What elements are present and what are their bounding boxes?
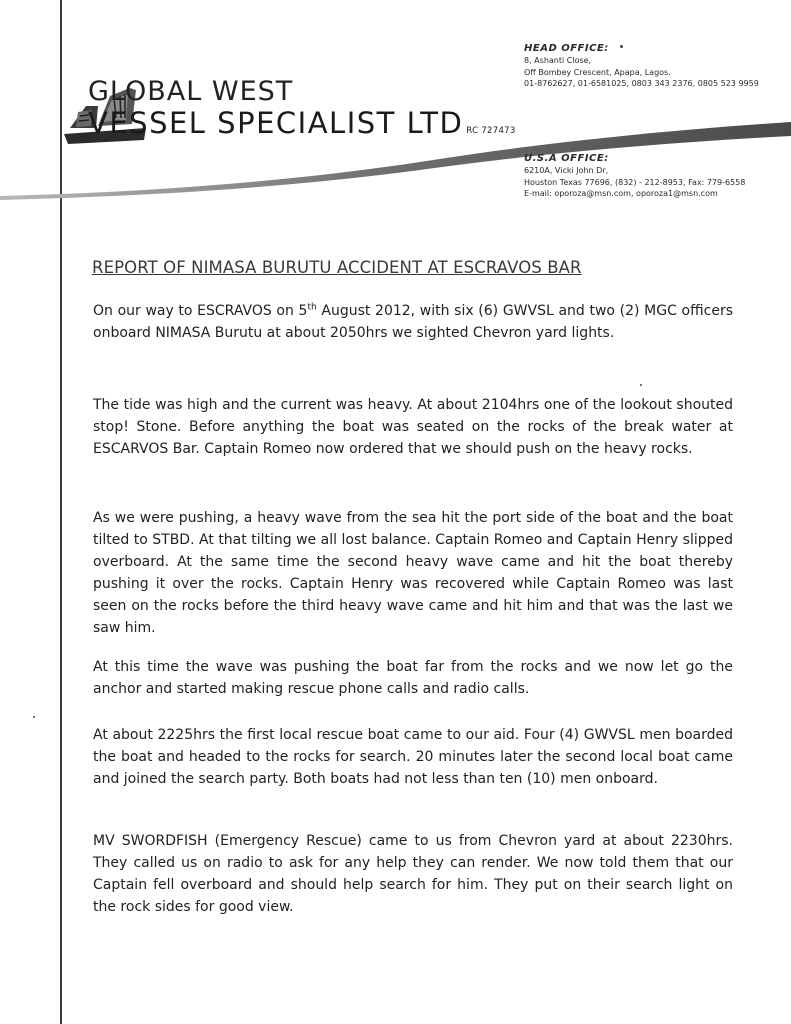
rc-number: RC 727473 <box>466 126 516 136</box>
paragraph-6: MV SWORDFISH (Emergency Rescue) came to us from Chevron yard at about 2230hrs. They called us on radio to ask for any help they can render. We now told them that our Captain fell overboard and should help search for him. They put on their search light on the rock sides for good view. <box>93 833 733 915</box>
usa-office-title: U.S.A OFFICE: <box>524 153 609 164</box>
head-office-title: HEAD OFFICE: <box>524 43 609 54</box>
usa-office-address2: Houston Texas 77696, (832) - 212-8953, Fax: 779-6558 <box>524 177 746 187</box>
paragraph-4: At this time the wave was pushing the boat far from the rocks and we now let go the anchor and started making rescue phone calls and radio calls. <box>93 659 733 697</box>
paragraph-5: At about 2225hrs the first local rescue boat came to our aid. Four (4) GWVSL men boarded the boat and headed to the rocks for search. 20 minutes later the second local boat came and joined the search party. Both boats had not less than ten (10) men onboard. <box>93 727 733 787</box>
company-name-line1: GLOBAL WEST <box>88 76 294 107</box>
paragraph-1-start: On our way to ESCRAVOS on 5 <box>93 303 308 319</box>
company-name-line2 <box>88 106 516 140</box>
usa-office-email: E-mail: oporoza@msn.com, oporoza1@msn.com <box>524 189 718 198</box>
paragraph-2: The tide was high and the current was heavy. At about 2104hrs one of the lookout shouted stop! Stone. Before anything the boat was seated on the rocks of the break water at ESCARVOS Bar. Captain Romeo now ordered that we should push on the heavy rocks. <box>93 397 733 457</box>
usa-office-block <box>524 152 745 200</box>
report-title: REPORT OF NIMASA BURUTU ACCIDENT AT ESCRAVOS BAR <box>92 258 582 277</box>
company-name-line2-text: VESSEL SPECIALIST LTD <box>88 106 464 140</box>
scan-speck <box>640 384 642 386</box>
scan-speck <box>33 716 35 718</box>
head-office-block <box>524 42 759 90</box>
usa-office-address1: 6210A, Vicki John Dr, <box>524 166 609 175</box>
head-office-phones: 01-8762627, 01-6581025, 0803 343 2376, 0805 523 9959 <box>524 79 759 88</box>
paragraph-1-ordinal: th <box>307 302 317 313</box>
head-office-address1: 8, Ashanti Close, <box>524 56 592 65</box>
paragraph-1-end: August 2012, with six (6) GWVSL and two (2) MGC officers onboard NIMASA Burutu at about 2050hrs we sighted Chevron yard lights. <box>93 303 733 341</box>
paragraph-1 <box>93 300 733 344</box>
paragraph-3: As we were pushing, a heavy wave from the sea hit the port side of the boat and the boat tilted to STBD. At that tilting we all lost balance. Captain Romeo and Captain Henry slipped overboard. At the same time the second heavy wave came and hit the boat thereby pushing it over the rocks. Captain Henry was recovered while Captain Romeo was last seen on the rocks before the third heavy wave came and hit him and that was the last we saw him. <box>93 510 733 636</box>
head-office-address2: Off Bombey Crescent, Apapa, Lagos. <box>524 67 671 77</box>
